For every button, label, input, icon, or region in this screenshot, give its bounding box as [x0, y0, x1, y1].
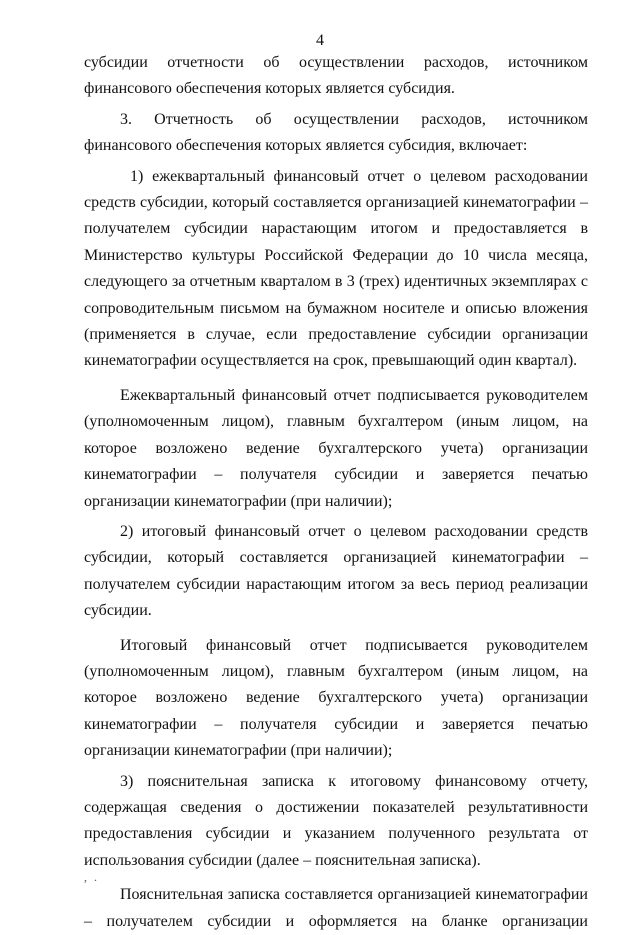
paragraph-item-3: 3. Отчетность об осуществлении расходов, источником финансового обеспечения которых является субсидия, включает:: [84, 110, 588, 155]
page-number: 4: [316, 32, 324, 49]
scan-artifact-mark: , .: [84, 870, 99, 884]
paragraph-subitem-3: 3) пояснительная записка к итоговому финансовому отчету, содержащая сведения о достижении показателей результативности предоставления субсидии и указанием полученного результата от использования субсидии (далее – пояснительная записка).: [84, 772, 588, 869]
paragraph-subitem-1: 1) ежеквартальный финансовый отчет о целевом расходовании средств субсидии, который составляется организацией кинематографии – получателем субсидии нарастающим итогом и предоставляется в Министерство культуры Российской Федерации до 10 числа месяца, следующего за отчетным кварталом в 3 (трех) идентичных экземплярах с сопроводительным письмом на бумажном носителе и описью вложения (применяется в случае, если предоставление субсидии организации кинематографии осуществляется на срок, превышающий один квартал).: [84, 167, 588, 370]
paragraph-explanatory-note: Пояснительная записка составляется организацией кинематографии – получателем субсидии и оформляется на бланке организации: [84, 886, 588, 930]
paragraph-final-signing: Итоговый финансовый отчет подписывается руководителем (уполномоченным лицом), главным бухгалтером (иным лицом, на которое возложено ведение бухгалтерского учета) организации кинематографии – получателя субсидии и заверяется печатью организации кинематографии (при наличии);: [84, 636, 588, 760]
paragraph-subitem-2: 2) итоговый финансовый отчет о целевом расходовании средств субсидии, который составляется организацией кинематографии – получателем субсидии нарастающим итогом за весь период реализации субсидии.: [84, 522, 588, 620]
paragraph-continuation: субсидии отчетности об осуществлении расходов, источником финансового обеспечения которых является субсидия.: [84, 54, 588, 98]
document-body: [84, 50, 588, 935]
paragraph-quarterly-signing: Ежеквартальный финансовый отчет подписывается руководителем (уполномоченным лицом), главным бухгалтером (иным лицом, на которое возложено ведение бухгалтерского учета) организации кинематографии – получателя субсидии и заверяется печатью организации кинематографии (при наличии);: [84, 386, 588, 510]
